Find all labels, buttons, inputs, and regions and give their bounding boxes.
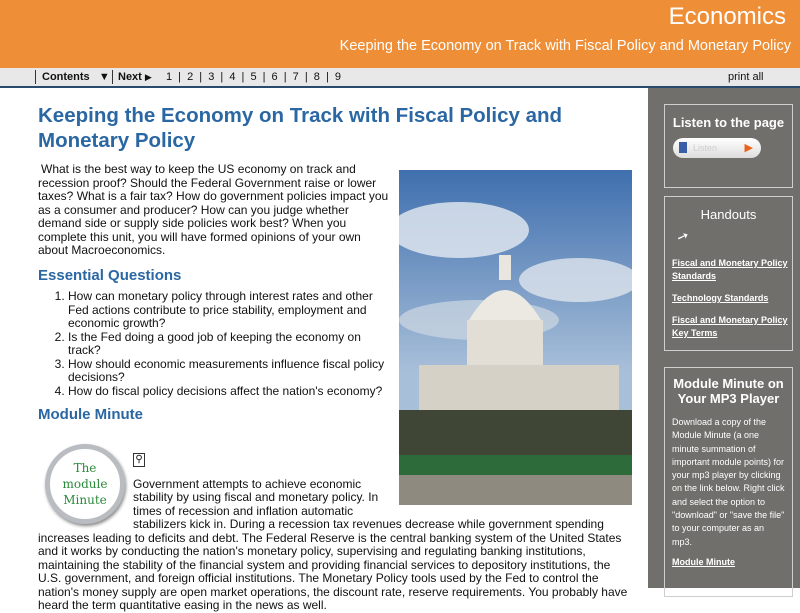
divider — [112, 70, 113, 84]
list-item: 1. How can monetary policy through interest rates and other Fed actions contribute to price stability, employment and economic growth? — [68, 290, 632, 331]
divider — [35, 70, 36, 84]
module-minute-heading: Module Minute — [38, 406, 143, 423]
print-all-link[interactable]: print all — [728, 71, 764, 83]
list-item: 4. How do fiscal policy decisions affect the nation's economy? — [68, 385, 632, 399]
listen-title: Listen to the page — [672, 115, 785, 130]
intro-paragraph: What is the best way to keep the US economy on track and recession proof? Should the Federal Government raise or lower taxes? What is a fair tax? How do government policies impact you as a consumer and producer? How can you judge whether demand side or supply side policies work best? When you complete this unit, you will have formed opinions of your own about Macroeconomics. — [38, 162, 389, 257]
nav-bar — [0, 68, 800, 88]
page-links: 1 | 2 | 3 | 4 | 5 | 6 | 7 | 8 | 9 — [166, 71, 341, 83]
dropdown-icon: ▼ — [98, 71, 110, 83]
page-link[interactable]: 3 — [208, 71, 215, 83]
handouts-title: Handouts — [700, 207, 757, 222]
speaker-icon — [679, 142, 687, 153]
page-title: Keeping the Economy on Track with Fiscal Policy and Monetary Policy — [38, 104, 563, 152]
next-button[interactable] — [118, 71, 152, 83]
mp3-text: Download a copy of the Module Minute (a one minute summation of important module points) for your mp3 player by clicking on the link below. Right click and select the option to "download" or "save the file" to your computer as an mp3. — [672, 417, 785, 547]
audio-play-icon[interactable]: ⚲ — [133, 453, 145, 467]
list-item: 2. Is the Fed doing a good job of keeping the economy on track? — [68, 331, 632, 358]
page-link[interactable]: 1 — [166, 71, 173, 83]
main-content — [38, 103, 632, 613]
handouts-box — [664, 196, 793, 351]
mp3-title: Module Minute on Your MP3 Player — [673, 376, 784, 406]
page-link[interactable]: 2 — [187, 71, 194, 83]
clock-logo-text: The module Minute — [62, 460, 108, 507]
module-subtitle: Keeping the Economy on Track with Fiscal Policy and Monetary Policy — [339, 38, 791, 54]
page-link[interactable]: 5 — [250, 71, 257, 83]
next-arrow-icon: ▶ — [144, 72, 152, 82]
listen-box — [664, 104, 793, 188]
header — [0, 0, 800, 68]
play-icon: ▶ — [744, 142, 753, 154]
handout-link[interactable]: Technology Standards — [672, 293, 769, 303]
sidebar — [648, 88, 800, 588]
module-minute-clock-icon[interactable] — [45, 444, 125, 524]
module-minute-link[interactable]: Module Minute — [672, 556, 735, 567]
site-title: Economics — [668, 3, 786, 30]
list-item: 3. How should economic measurements influence fiscal policy decisions? — [68, 358, 632, 385]
next-label: Next — [118, 71, 142, 83]
listen-button[interactable] — [673, 138, 761, 158]
listen-label: Listen — [693, 143, 718, 153]
contents-menu[interactable] — [42, 71, 110, 83]
handout-link[interactable]: Fiscal and Monetary Policy Standards — [672, 258, 788, 281]
essential-questions-heading: Essential Questions — [38, 266, 182, 284]
mp3-box — [664, 367, 793, 597]
handout-link[interactable]: Fiscal and Monetary Policy Key Terms — [672, 315, 788, 338]
contents-label: Contents — [42, 71, 90, 83]
page-link[interactable]: 7 — [292, 71, 299, 83]
page-link[interactable]: 4 — [229, 71, 236, 83]
page-link[interactable]: 6 — [271, 71, 278, 83]
page-link[interactable]: 9 — [334, 71, 341, 83]
module-minute-text: Government attempts to achieve economic stability by using fiscal and monetary policy. In times of recession and inflation automatic stabilizers kick in. During a recession tax revenues decrease while government spending increases leading to deficits and debt. The Federal Reserve is the central banking system of the United States and it works by conducting the nation's monetary policy, supervising and regulating banking institutions, maintaining the stability of the financial system and providing financial services to depository institutions, the U.S. government, and foreign official institutions. The Monetary Policy tools used by the Fed to control the nation's money supply are open market operations, the discount rate, reserve requirements. You probably have heard the term quantitative easing in the news as well. — [38, 476, 628, 612]
cursor-icon: ➚ — [674, 226, 692, 246]
capitol-photo — [399, 170, 632, 505]
page-link[interactable]: 8 — [313, 71, 320, 83]
